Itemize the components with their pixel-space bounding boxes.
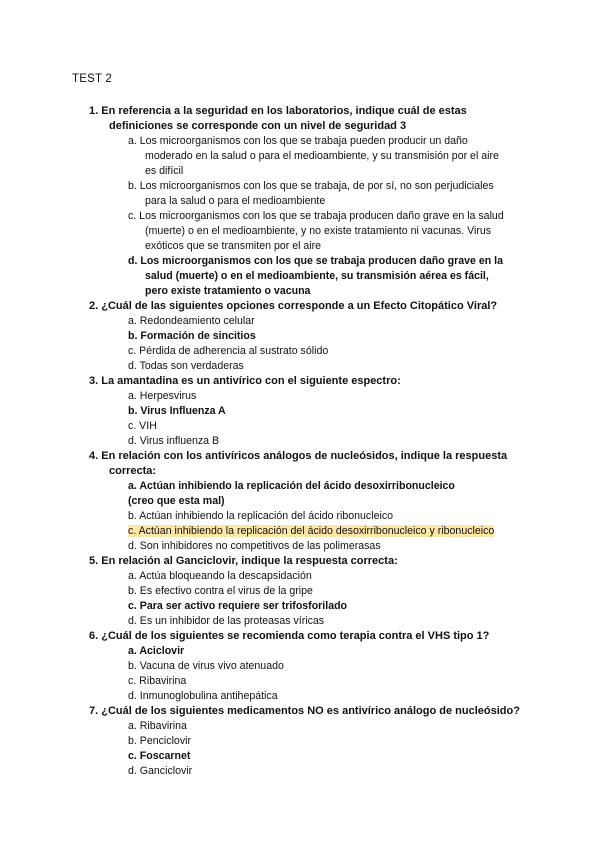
answer-option bbox=[0, 599, 600, 614]
question-text: 7. ¿Cuál de los siguientes medicamentos NO es antivírico análogo de nucleósido? bbox=[89, 705, 520, 717]
answer-option bbox=[0, 584, 600, 599]
option-text: d. Los microorganismos con los que se trabaja producen daño grave en la bbox=[128, 255, 503, 267]
question-6 bbox=[0, 629, 600, 644]
answer-option bbox=[0, 329, 600, 344]
option-list bbox=[0, 479, 600, 554]
option-text: es difícil bbox=[145, 165, 184, 177]
answer-option bbox=[0, 404, 600, 419]
answer-option bbox=[0, 539, 600, 554]
answer-option bbox=[0, 674, 600, 689]
option-text: a. Actúa bloqueando la descapsidación bbox=[128, 570, 312, 582]
option-text: a. Redondeamiento celular bbox=[128, 315, 255, 327]
option-text: salud (muerte) o en el medioambiente, su transmisión aérea es fácil, bbox=[145, 270, 489, 282]
answer-option bbox=[0, 434, 600, 449]
option-text: moderado en la salud o para el medioambiente, y su transmisión por el aire bbox=[145, 150, 499, 162]
option-text bbox=[0, 524, 600, 539]
answer-option bbox=[0, 419, 600, 434]
option-list bbox=[0, 644, 600, 704]
answer-option bbox=[0, 344, 600, 359]
option-text: c. Ribavirina bbox=[128, 675, 187, 687]
answer-option bbox=[0, 179, 600, 209]
answer-option bbox=[0, 719, 600, 734]
option-text: (muerte) o en el medioambiente, y no existe tratamiento ni vacunas. Virus bbox=[145, 225, 492, 237]
answer-option bbox=[0, 644, 600, 659]
option-list bbox=[0, 389, 600, 449]
option-text: a. Los microorganismos con los que se trabaja pueden producir un daño bbox=[128, 135, 468, 147]
option-text: d. Todas son verdaderas bbox=[128, 360, 244, 372]
question-4 bbox=[0, 449, 600, 479]
answer-option bbox=[0, 524, 600, 539]
option-text: c. Los microorganismos con los que se trabaja producen daño grave en la salud bbox=[128, 210, 504, 222]
question-1 bbox=[0, 104, 600, 134]
option-text: c. Foscarnet bbox=[128, 750, 191, 762]
option-text: b. Actúan inhibiendo la replicación del ácido ribonucleico bbox=[128, 510, 394, 522]
answer-option bbox=[0, 134, 600, 179]
question-text: 4. En relación con los antivíricos análogos de nucleósidos, indique la respuesta bbox=[89, 450, 508, 462]
answer-option bbox=[0, 389, 600, 404]
answer-option bbox=[0, 479, 600, 509]
answer-option bbox=[0, 749, 600, 764]
option-text: a. Actúan inhibiendo la replicación del ácido desoxirribonucleico bbox=[128, 480, 455, 492]
option-list bbox=[0, 569, 600, 629]
question-text: 6. ¿Cuál de los siguientes se recomienda como terapia contra el VHS tipo 1? bbox=[89, 630, 490, 642]
answer-option bbox=[0, 569, 600, 584]
question-text: 5. En relación al Ganciclovir, indique la respuesta correcta: bbox=[89, 555, 398, 567]
answer-option bbox=[0, 659, 600, 674]
option-text: b. Formación de sincitios bbox=[128, 330, 256, 342]
question-text: 3. La amantadina es un antivírico con el siguiente espectro: bbox=[89, 375, 401, 387]
option-list bbox=[0, 314, 600, 374]
option-text: d. Inmunoglobulina antihepática bbox=[128, 690, 278, 702]
option-text: a. Ribavirina bbox=[128, 720, 187, 732]
option-text: c. Pérdida de adherencia al sustrato sólido bbox=[128, 345, 329, 357]
answer-option bbox=[0, 509, 600, 524]
option-text: b. Virus Influenza A bbox=[128, 405, 226, 417]
question-list bbox=[0, 104, 600, 779]
test-title: TEST 2 bbox=[72, 73, 112, 85]
option-text: d. Virus influenza B bbox=[128, 435, 220, 447]
question-3 bbox=[0, 374, 600, 389]
option-text: b. Penciclovir bbox=[128, 735, 191, 747]
question-7 bbox=[0, 704, 600, 719]
option-text: b. Es efectivo contra el virus de la gripe bbox=[128, 585, 313, 597]
question-text: definiciones se corresponde con un nivel de seguridad 3 bbox=[109, 120, 407, 132]
option-text: para la salud o para el medioambiente bbox=[145, 195, 326, 207]
answer-option bbox=[0, 734, 600, 749]
question-text: correcta: bbox=[109, 465, 157, 477]
option-text: exóticos que se transmiten por el aire bbox=[145, 240, 322, 252]
option-list bbox=[0, 719, 600, 779]
option-text: pero existe tratamiento o vacuna bbox=[145, 285, 311, 297]
answer-option bbox=[0, 209, 600, 254]
option-text: a. Aciclovir bbox=[128, 645, 185, 657]
option-text: c. Para ser activo requiere ser trifosforilado bbox=[128, 600, 348, 612]
answer-option bbox=[0, 314, 600, 329]
answer-option bbox=[0, 359, 600, 374]
answer-option bbox=[0, 254, 600, 299]
option-text: (creo que esta mal) bbox=[128, 495, 225, 507]
question-2 bbox=[0, 299, 600, 314]
question-5 bbox=[0, 554, 600, 569]
highlighted-text: c. Actúan inhibiendo la replicación del ácido desoxirribonucleico y ribonucleico bbox=[128, 525, 495, 537]
option-text: b. Los microorganismos con los que se trabaja, de por sí, no son perjudiciales bbox=[128, 180, 494, 192]
answer-option bbox=[0, 689, 600, 704]
option-text: a. Herpesvirus bbox=[128, 390, 197, 402]
option-text: c. VIH bbox=[128, 420, 157, 432]
question-text: 2. ¿Cuál de las siguientes opciones corresponde a un Efecto Citopático Viral? bbox=[89, 300, 498, 312]
question-text: 1. En referencia a la seguridad en los laboratorios, indique cuál de estas bbox=[89, 105, 467, 117]
option-text: d. Son inhibidores no competitivos de las polimerasas bbox=[128, 540, 381, 552]
option-list bbox=[0, 134, 600, 299]
answer-option bbox=[0, 764, 600, 779]
option-text: d. Ganciclovir bbox=[128, 765, 193, 777]
answer-option bbox=[0, 614, 600, 629]
option-text: b. Vacuna de virus vivo atenuado bbox=[128, 660, 284, 672]
option-text: d. Es un inhibidor de las proteasas víricas bbox=[128, 615, 325, 627]
